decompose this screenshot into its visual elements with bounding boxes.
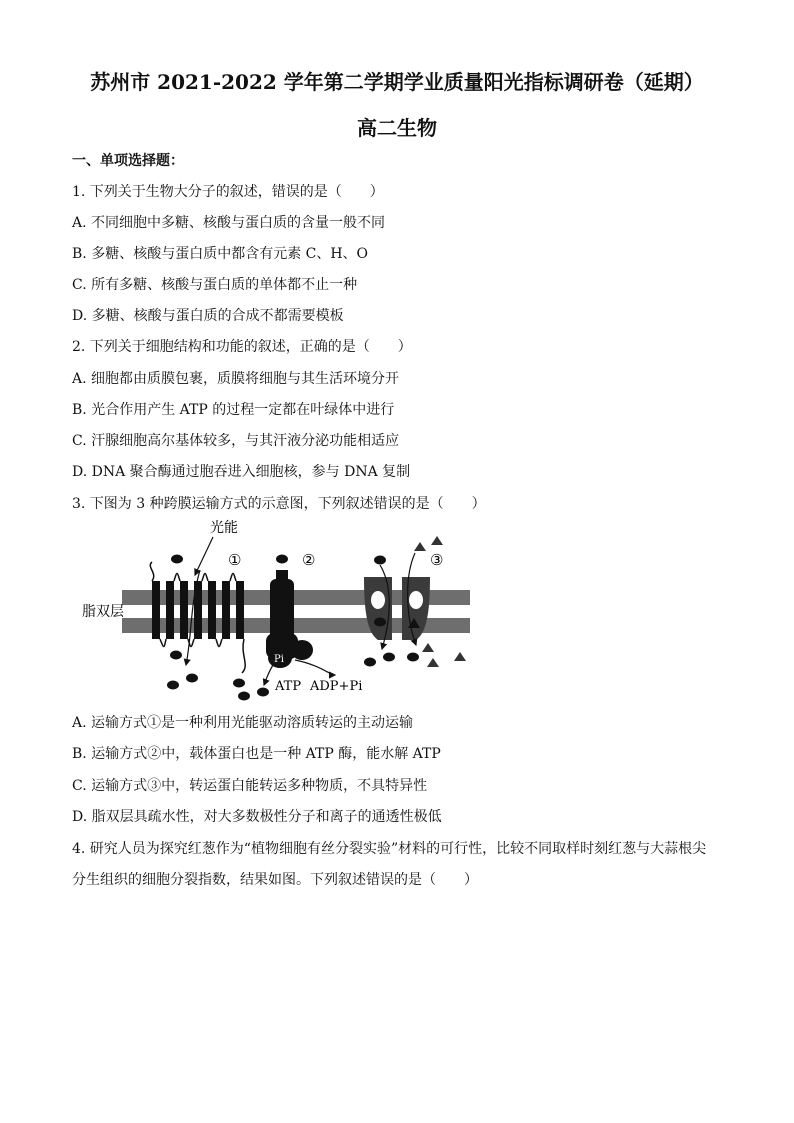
question-2-option-a: A. 细胞都由质膜包裹，质膜将细胞与其生活环境分开 <box>72 371 400 387</box>
question-4-stem-line-1: 4. 研究人员为探究红葱作为“植物细胞有丝分裂实验”材料的可行性，比较不同取样时刻红葱与大蒜根尖 <box>72 841 707 857</box>
cotransported-ion <box>414 542 426 551</box>
question-1-stem: 1. 下列关于生物大分子的叙述，错误的是（ ） <box>72 184 384 200</box>
question-3-option-b: B. 运输方式②中，载体蛋白也是一种 ATP 酶，能水解 ATP <box>72 746 441 762</box>
phosphate-label: Pi <box>274 654 284 665</box>
question-2-stem: 2. 下列关于细胞结构和功能的叙述，正确的是（ ） <box>72 339 412 355</box>
transport-label-1: ① <box>228 551 242 569</box>
question-3-stem: 3. 下图为 3 种跨膜运输方式的示意图，下列叙述错误的是（ ） <box>72 496 486 512</box>
atp-label: ATP <box>275 679 302 694</box>
question-2-option-c: C. 汗腺细胞高尔基体较多，与其汗液分泌功能相适应 <box>72 433 400 449</box>
transport-label-2: ② <box>302 551 316 569</box>
adp-label: ADP+Pi <box>310 679 363 694</box>
question-3-option-d: D. 脂双层具疏水性，对大多数极性分子和离子的通透性极低 <box>72 809 442 825</box>
transport-label-3: ③ <box>430 551 444 569</box>
bilayer-label: 脂双层 <box>82 604 124 620</box>
section-heading: 一、单项选择题： <box>72 153 184 169</box>
question-3-option-a: A. 运输方式①是一种利用光能驱动溶质转运的主动运输 <box>72 715 414 731</box>
question-1-option-a: A. 不同细胞中多糖、核酸与蛋白质的含量一般不同 <box>72 215 386 231</box>
page-subtitle: 高二生物 <box>357 116 437 140</box>
light-energy-label: 光能 <box>210 520 238 536</box>
question-1-option-c: C. 所有多糖、核酸与蛋白质的单体都不止一种 <box>72 277 358 293</box>
question-1-option-b: B. 多糖、核酸与蛋白质中都含有元素 C、H、O <box>72 246 369 262</box>
question-3-option-c: C. 运输方式③中，转运蛋白能转运多种物质，不具特异性 <box>72 778 428 794</box>
cotransported-ion <box>431 536 443 545</box>
solute-molecule <box>276 555 288 564</box>
question-2-option-b: B. 光合作用产生 ATP 的过程一定都在叶绿体中进行 <box>72 402 395 418</box>
membrane-transport-figure <box>80 515 480 705</box>
question-2-option-d: D. DNA 聚合酶通过胞吞进入细胞核，参与 DNA 复制 <box>72 464 411 480</box>
solute-molecule <box>374 556 386 565</box>
question-1-option-d: D. 多糖、核酸与蛋白质的合成不都需要模板 <box>72 308 344 324</box>
solute-molecule <box>171 555 183 564</box>
page-title: 苏州市 2021-2022 学年第二学期学业质量阳光指标调研卷（延期） <box>90 70 704 94</box>
question-4-stem-line-2: 分生组织的细胞分裂指数，结果如图。下列叙述错误的是（ ） <box>72 872 478 888</box>
